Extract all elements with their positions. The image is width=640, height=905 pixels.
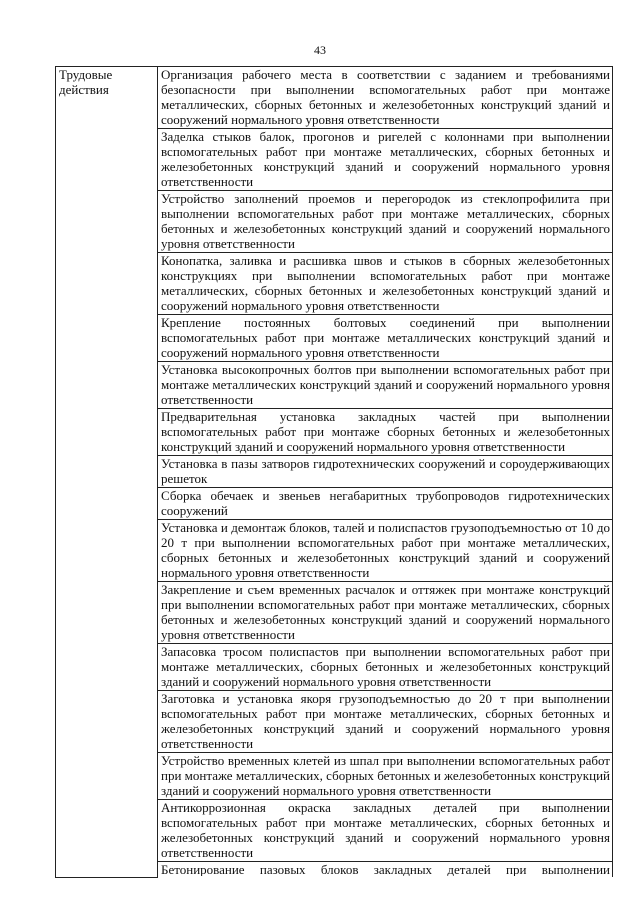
table-cell [158, 253, 613, 315]
table-cell [158, 129, 613, 191]
table-cell [158, 315, 613, 362]
cell-text: Устройство временных клетей из шпал при выполнении вспомогательных работ при монтаже металлических, сборных бетонных и железобетонных конструкций зданий и сооружений нормального уровня ответственности [161, 753, 610, 798]
table-cell [158, 520, 613, 582]
cell-text: Сборка обечаек и звеньев негабаритных трубопроводов гидротехнических сооружений [161, 488, 610, 518]
table-cell [158, 691, 613, 753]
cell-text: Крепление постоянных болтовых соединений при выполнении вспомогательных работ при монтаже металлических конструкций зданий и сооружений нормального уровня ответственности [161, 315, 610, 360]
cell-text: Предварительная установка закладных частей при выполнении вспомогательных работ при монтаже сборных бетонных и железобетонных конструкций зданий и сооружений нормального уровня ответственности [161, 409, 610, 454]
table-cell [158, 456, 613, 488]
table-cell [158, 753, 613, 800]
cell-text: Бетонирование пазовых блоков закладных деталей при выполнении [161, 862, 610, 876]
table-row [56, 67, 613, 129]
table-cell [158, 862, 613, 878]
labor-actions-table [55, 66, 613, 878]
cell-text: Устройство заполнений проемов и перегородок из стеклопрофилита при выполнении вспомогательных работ при монтаже металлических, сборных бетонных и железобетонных конструкций зданий и сооружений нормального уровня ответственности [161, 191, 610, 251]
cell-text: Заделка стыков балок, прогонов и ригелей с колоннами при выполнении вспомогательных работ при монтаже металлических, сборных бетонных и железобетонных конструкций зданий и сооружений нормального уровня ответственности [161, 129, 610, 189]
table-cell [158, 409, 613, 456]
page-number: 43 [314, 43, 326, 57]
table-cell [158, 582, 613, 644]
table-cell [158, 191, 613, 253]
cell-text: Конопатка, заливка и расшивка швов и стыков в сборных железобетонных конструкциях при выполнении вспомогательных работ при монтаже металлических, сборных бетонных и железобетонных конструкций зданий и сооружений нормального уровня ответственности [161, 253, 610, 313]
table-cell [158, 488, 613, 520]
cell-text: Установка и демонтаж блоков, талей и полиспастов грузоподъемностью от 10 до 20 т при выполнении вспомогательных работ при монтаже металлических, сборных бетонных и железобетонных конструкций зданий и сооружений нормального уровня ответственности [161, 520, 610, 580]
table-cell [158, 644, 613, 691]
table-cell [158, 362, 613, 409]
cell-text: Установка высокопрочных болтов при выполнении вспомогательных работ при монтаже металлических конструкций зданий и сооружений нормального уровня ответственности [161, 362, 610, 407]
cell-text: Закрепление и съем временных расчалок и оттяжек при монтаже конструкций при выполнении вспомогательных работ при монтаже металлических, сборных бетонных и железобетонных конструкций зданий и сооружений нормального уровня ответственности [161, 582, 610, 642]
table-cell [158, 67, 613, 129]
row-label-labor-actions: Трудовые действия [56, 67, 158, 878]
cell-text: Установка в пазы затворов гидротехнических сооружений и сороудерживающих решеток [161, 456, 610, 486]
table-cell [158, 800, 613, 862]
cell-text: Организация рабочего места в соответствии с заданием и требованиями безопасности при выполнении вспомогательных работ при монтаже металлических, сборных бетонных и железобетонных конструкций зданий и сооружений нормального уровня ответственности [161, 67, 610, 127]
cell-text: Заготовка и установка якоря грузоподъемностью до 20 т при выполнении вспомогательных работ при монтаже металлических, сборных бетонных и железобетонных конструкций зданий и сооружений нормального уровня ответственности [161, 691, 610, 751]
cell-text: Запасовка тросом полиспастов при выполнении вспомогательных работ при монтаже металлических, сборных бетонных и железобетонных конструкций зданий и сооружений нормального уровня ответственности [161, 644, 610, 689]
cell-text: Антикоррозионная окраска закладных деталей при выполнении вспомогательных работ при монтаже металлических, сборных бетонных и железобетонных конструкций зданий и сооружений нормального уровня ответственности [161, 800, 610, 860]
